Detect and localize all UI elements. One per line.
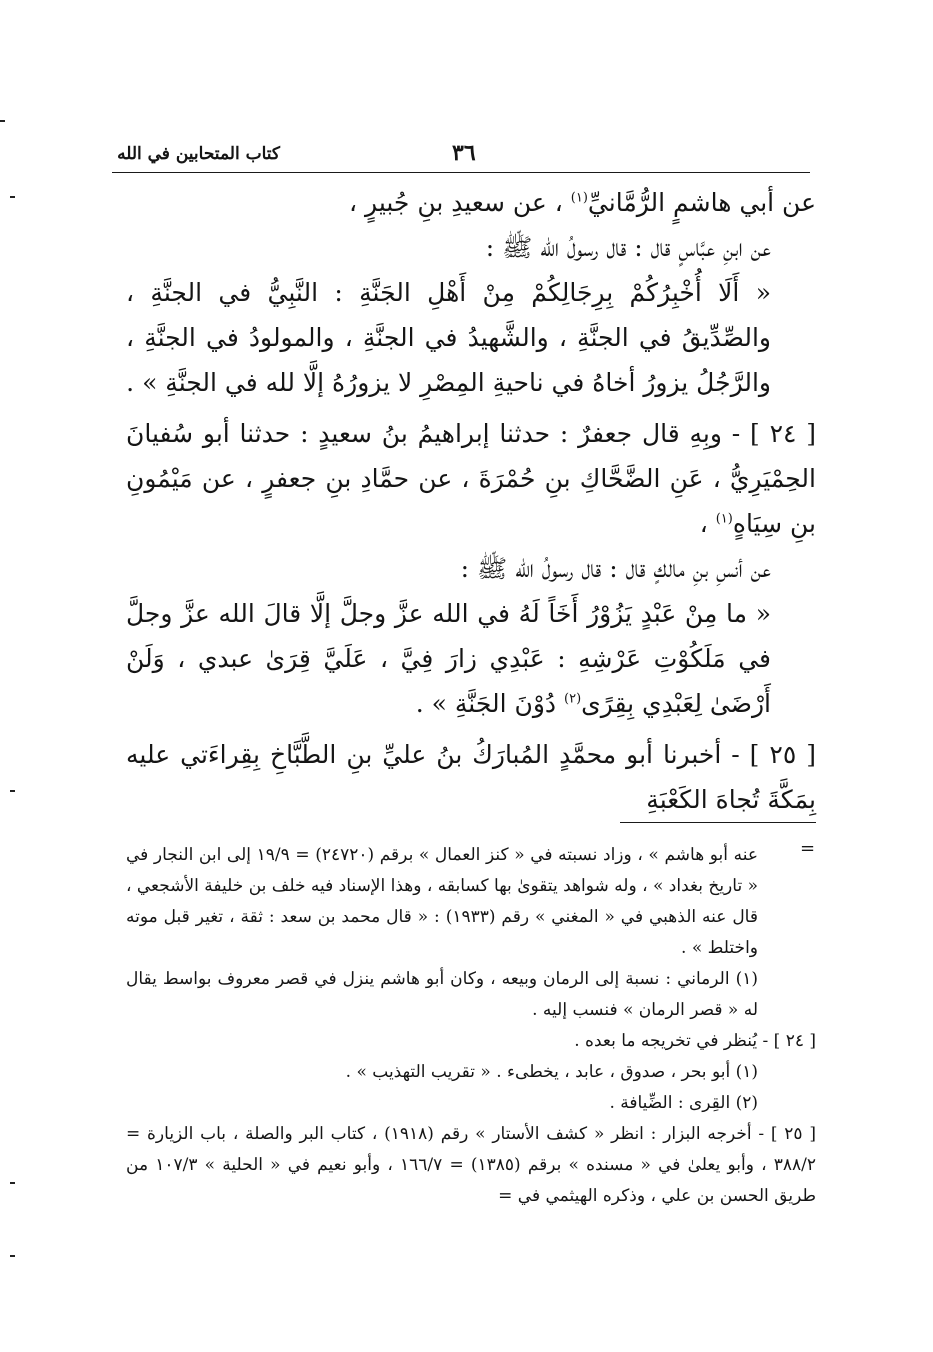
footnote-entry-25: [ ٢٥ ] - أخرجه البزار : انظر « كشف الأستار » رقم (١٩١٨) ، كتاب البر والصلة ، باب الزيارة = ٣٨٨/٢ ، وأبو يعلىٰ في « مسنده » برقم (١٣٨٥) = ١٦٦/٧ ، وأبو نعيم في « الحلية » ١٠٧/٣ من طريق الحسن بن علي ، وذكره الهيثمي في = — [126, 1124, 817, 1206]
chain-text: ، عن سعيدِ بنِ جُبيرٍ ، — [349, 188, 571, 217]
hadith-body: « ما مِنْ عَبْدٍ يَزُوْرُ أَخَاً لَهُ في الله عزَّ وجلَّ إلَّا قالَ الله عزَّ وجلَّ في مَلَكُوْتِ عَرْشِهِ : عَبْدِي زارَ فِيَّ ، عَلَيَّ قِرَىٰ عبدي ، وَلَنْ أَرْضَىٰ لِعَبْدِي بِقِرًى — [126, 599, 771, 718]
scan-speck — [0, 120, 5, 122]
scan-speck — [10, 790, 15, 792]
isnad-text: [ ٢٤ ] - وبِهِ قال جعفرٌ : حدثنا إبراهيمُ بنُ سعيدٍ : حدثنا أبو سُفيانَ الحِمْيَرِيُّ ، عَنِ الضَّحَّاكِ بنِ حُمْرَةَ ، عن حمَّادِ بنِ جعفرٍ ، عن مَيْمُونِ بنِ سِيَاهٍ — [126, 419, 817, 538]
footnote-text: عنه أبو هاشم » ، وزاد نسبته في « كنز العمال » برقم (٢٤٧٢٠) = ١٩/٩ إلى ابن النجار في « تاريخ بغداد » ، وله شواهد يتقوىٰ بها كسابقه ، وهذا الإسناد فيه خلف بن خليفة الأشجعي ، قال عنه الذهبي في « المغني » رقم (١٩٣٣) : « قال محمد بن سعد : ثقة ، تغير قبل موته واختلط » . — [126, 845, 759, 958]
chain-line — [126, 180, 816, 225]
scan-speck — [10, 1255, 15, 1257]
scan-speck — [10, 1182, 15, 1184]
main-text — [126, 180, 816, 822]
footnote-1: (١) الرماني : نسبة إلى الرمان وبيعه ، وكان أبو هاشم ينزل في قصر معروف بواسط يقال له « قصر الرمان » فنسب إليه . — [126, 969, 758, 1020]
footnote-24-2: (٢) القِرى : الضِّيافة . — [609, 1093, 758, 1113]
continuation-mark: = — [800, 838, 816, 859]
footnote-ref: (١) — [570, 190, 588, 206]
footnotes — [126, 840, 816, 1212]
running-header — [112, 138, 810, 173]
footnote-ref: (١) — [715, 511, 733, 527]
entry-25-isnad: [ ٢٥ ] - أخبرنا أبو محمَّدٍ المُبارَكُ بنُ عليِّ بنِ الطَّبَّاخِ بِقِراءَتي عليه بِمَكَّةَ تُجاهَ الكَعْبَةِ — [126, 740, 816, 814]
narrator-line: عن ابنِ عبَّاسٍ قال : قال رسولُ الله ﷺ : — [485, 233, 771, 262]
narrator-line: عن أنسِ بنِ مالكٍ قال : قال رسولُ الله ﷺ : — [460, 554, 771, 583]
entry-24-isnad — [126, 411, 816, 546]
page-number: ٣٦ — [452, 140, 476, 166]
hadith-body: دُوْنَ الجَنَّةِ » . — [415, 689, 564, 718]
footnote-24-1: (١) أبو بحر ، صدوق ، عابد ، يخطىء . « تقريب التهذيب » . — [345, 1062, 758, 1082]
scan-speck — [10, 196, 15, 198]
hadith-text: « أَلَا أُخْبِرُكُمْ بِرِجَالِكُمْ مِنْ أَهْلِ الجَنَّةِ : النَّبِيُّ في الجنَّةِ ، والصِّدِّيقُ في الجنَّةِ ، والشَّهيدُ في الجنَّةِ ، والمولودُ في الجنَّةِ ، والرَّجُلُ يزورُ أخاهُ في ناحيةِ المِصْرِ لا يزورُهُ إلَّا لله في الجنَّةِ » . — [126, 278, 771, 397]
footnote-ref: (٢) — [564, 691, 582, 707]
isnad-text: ، — [699, 509, 716, 538]
footnote-entry-24: [ ٢٤ ] - يُنظر في تخريجه ما بعده . — [574, 1031, 816, 1051]
footnote-divider — [620, 822, 816, 823]
book-title: كتاب المتحابين في الله — [117, 144, 280, 164]
chain-text: عن أبي هاشمٍ الرُّمَّانيِّ — [587, 188, 816, 217]
hadith-text — [126, 591, 816, 726]
footnote-continuation — [126, 840, 816, 964]
